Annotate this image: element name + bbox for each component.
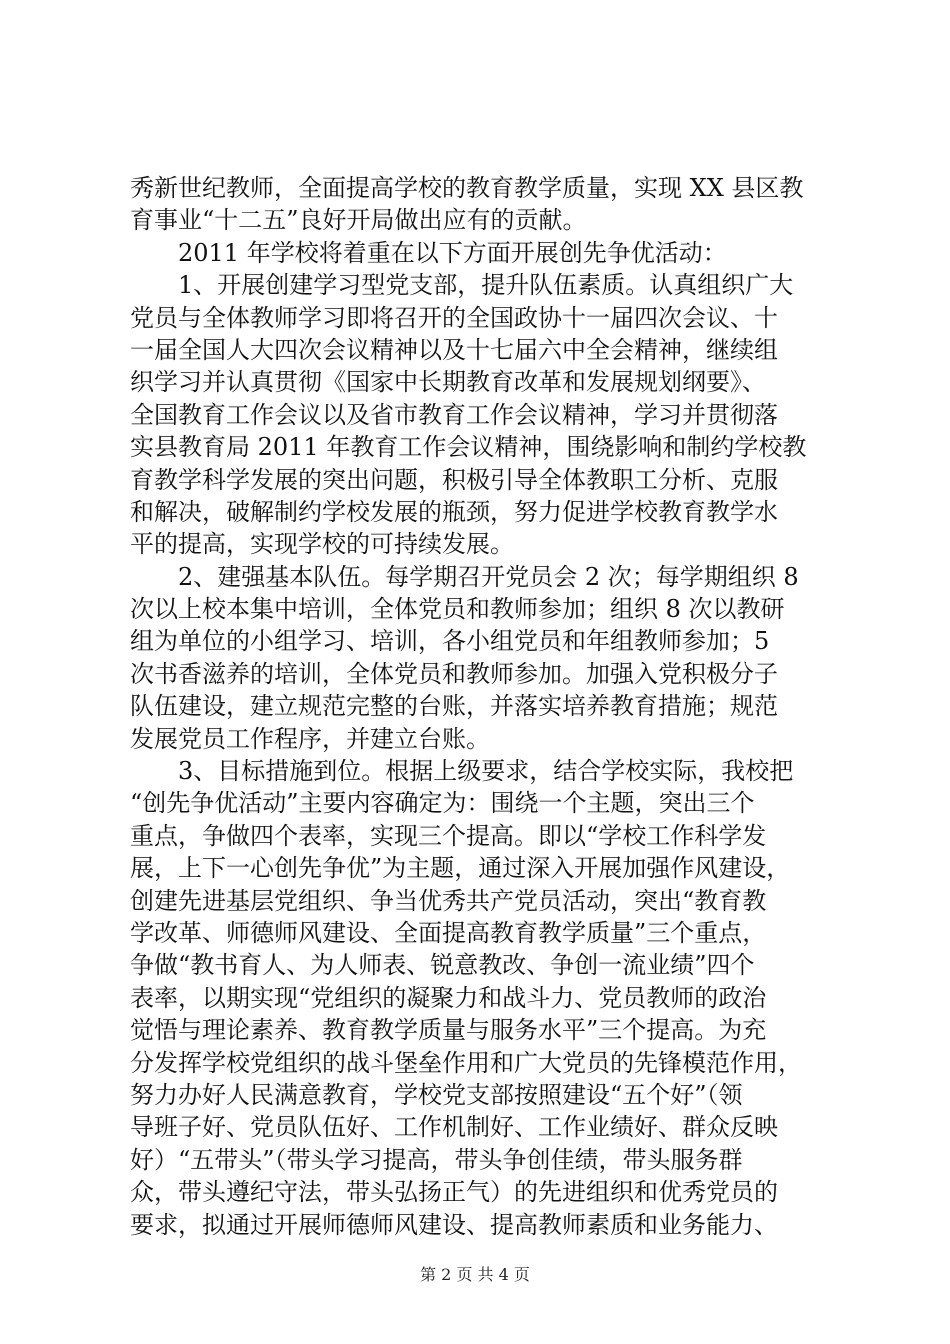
text-line: 发展党员工作程序，并建立台账。	[130, 724, 490, 753]
text-line: 分发挥学校党组织的战斗堡垒作用和广大党员的先锋模范作用，	[130, 1048, 802, 1077]
text-line: 育事业“十二五”良好开局做出应有的贡献。	[130, 206, 587, 235]
text-line: 实县教育局 2011 年教育工作会议精神，围绕影响和制约学校教	[130, 433, 807, 462]
text-line: 平的提高，实现学校的可持续发展。	[130, 530, 514, 559]
text-line: 表率，以期实现“党组织的凝聚力和战斗力、党员教师的政治	[130, 983, 767, 1012]
text-line: 要求，拟通过开展师德师风建设、提高教师素质和业务能力、	[130, 1210, 778, 1239]
text-line: 党员与全体教师学习即将召开的全国政协十一届四次会议、十	[130, 303, 778, 332]
text-line: 一届全国人大四次会议精神以及十七届六中全会精神，继续组	[130, 335, 778, 364]
text-line: 2011 年学校将着重在以下方面开展创先争优活动：	[178, 238, 727, 267]
text-line: 导班子好、党员队伍好、工作机制好、工作业绩好、群众反映	[130, 1113, 778, 1142]
text-line: 组为单位的小组学习、培训，各小组党员和年组教师参加；5	[130, 627, 770, 656]
text-line: 2、建强基本队伍。每学期召开党员会 2 次；每学期组织 8	[178, 562, 799, 591]
text-line: 学改革、师德师风建设、全面提高教育教学质量”三个重点，	[130, 918, 767, 947]
page-footer: 第 2 页 共 4 页	[420, 1265, 530, 1284]
text-line: 重点，争做四个表率，实现三个提高。即以“学校工作科学发	[130, 821, 767, 850]
document-body	[130, 172, 830, 1241]
text-line: 全国教育工作会议以及省市教育工作会议精神，学习并贯彻落	[130, 400, 778, 429]
text-line: 众，带头遵纪守法，带头弘扬正气）的先进组织和优秀党员的	[130, 1178, 778, 1207]
text-line: “创先争优活动”主要内容确定为：围绕一个主题，突出三个	[130, 789, 755, 818]
text-line: 争做“教书育人、为人师表、锐意教改、争创一流业绩”四个	[130, 951, 755, 980]
text-line: 育教学科学发展的突出问题，积极引导全体教职工分析、克服	[130, 465, 778, 494]
text-line: 1、开展创建学习型党支部，提升队伍素质。认真组织广大	[178, 271, 794, 300]
text-line: 和解决，破解制约学校发展的瓶颈，努力促进学校教育教学水	[130, 497, 778, 526]
text-line: 努力办好人民满意教育，学校党支部按照建设“五个好”（领	[130, 1080, 743, 1109]
text-line: 3、目标措施到位。根据上级要求，结合学校实际，我校把	[178, 757, 794, 786]
text-line: 展，上下一心创先争优”为主题，通过深入开展加强作风建设，	[130, 854, 791, 883]
text-line: 秀新世纪教师，全面提高学校的教育教学质量，实现 XX 县区教	[130, 174, 804, 202]
text-line: 织学习并认真贯彻《国家中长期教育改革和发展规划纲要》、	[130, 368, 766, 397]
text-line: 次书香滋养的培训，全体党员和教师参加。加强入党积极分子	[130, 659, 778, 688]
text-line: 队伍建设，建立规范完整的台账，并落实培养教育措施；规范	[130, 692, 778, 721]
text-line: 好）“五带头”（带头学习提高，带头争创佳绩，带头服务群	[130, 1145, 743, 1174]
text-line: 创建先进基层党组织、争当优秀共产党员活动，突出“教育教	[130, 886, 767, 915]
text-line: 觉悟与理论素养、教育教学质量与服务水平”三个提高。为充	[130, 1016, 767, 1045]
text-line: 次以上校本集中培训，全体党员和教师参加；组织 8 次以教研	[130, 595, 785, 624]
